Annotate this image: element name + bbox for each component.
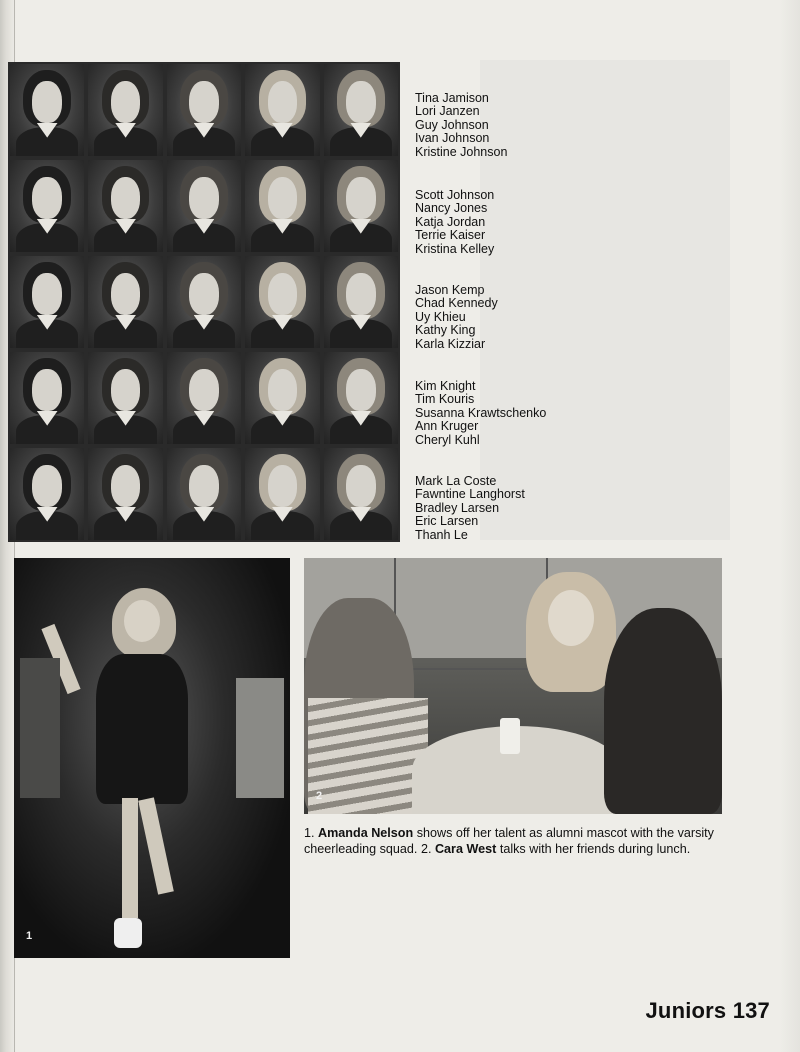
portrait-face-shape bbox=[189, 369, 219, 411]
student-portrait bbox=[10, 64, 84, 156]
portrait-face-shape bbox=[32, 465, 62, 507]
student-portrait bbox=[167, 160, 241, 252]
student-portrait bbox=[324, 448, 398, 540]
student-name: Mark La Coste bbox=[415, 474, 497, 488]
portrait-face-shape bbox=[268, 369, 298, 411]
photo-shelf-shape bbox=[394, 558, 548, 670]
portrait-face-shape bbox=[346, 177, 376, 219]
student-name: Cheryl Kuhl bbox=[415, 432, 480, 447]
student-portrait bbox=[245, 256, 319, 348]
portrait-face-shape bbox=[111, 273, 141, 315]
portrait-face-shape bbox=[32, 81, 62, 123]
student-name: Kathy King bbox=[415, 323, 476, 338]
student-portrait bbox=[167, 64, 241, 156]
student-portrait bbox=[245, 448, 319, 540]
student-portrait bbox=[88, 448, 162, 540]
portrait-face-shape bbox=[111, 465, 141, 507]
student-portrait bbox=[10, 352, 84, 444]
student-portrait bbox=[10, 448, 84, 540]
student-name: Fawntine Langhorst bbox=[415, 487, 525, 502]
portrait-face-shape bbox=[32, 273, 62, 315]
portrait-face-shape bbox=[346, 273, 376, 315]
student-name: Kristina Kelley bbox=[415, 241, 495, 256]
portrait-face-shape bbox=[189, 465, 219, 507]
photo-uniform-shape bbox=[96, 654, 188, 804]
student-name: Lori Janzen bbox=[415, 104, 480, 119]
student-portrait bbox=[324, 256, 398, 348]
name-list-row-5 bbox=[415, 475, 615, 542]
student-name: Scott Johnson bbox=[415, 188, 495, 202]
name-list-row-2 bbox=[415, 189, 615, 256]
photo-cheerleader-background-shape bbox=[20, 658, 60, 798]
student-name: Chad Kennedy bbox=[415, 296, 498, 311]
student-portrait bbox=[245, 64, 319, 156]
photo-shoe-shape bbox=[114, 918, 142, 948]
student-name: Tim Kouris bbox=[415, 392, 475, 407]
portrait-face-shape bbox=[189, 177, 219, 219]
photo-person-back-shape bbox=[604, 608, 722, 814]
portrait-face-shape bbox=[189, 273, 219, 315]
student-name: Ann Kruger bbox=[415, 419, 479, 434]
portrait-face-shape bbox=[346, 81, 376, 123]
photo-leg-shape bbox=[138, 797, 174, 894]
portrait-face-shape bbox=[268, 273, 298, 315]
portrait-face-shape bbox=[111, 369, 141, 411]
photo-caption bbox=[304, 826, 724, 857]
caption-name: Amanda Nelson bbox=[318, 826, 414, 840]
student-name: Kristine Johnson bbox=[415, 144, 508, 159]
student-name: Terrie Kaiser bbox=[415, 228, 486, 243]
student-portrait bbox=[10, 256, 84, 348]
photo-cup-shape bbox=[500, 718, 520, 754]
student-portrait bbox=[167, 256, 241, 348]
student-name: Guy Johnson bbox=[415, 117, 489, 132]
student-portrait bbox=[324, 352, 398, 444]
student-name: Ivan Johnson bbox=[415, 131, 490, 146]
caption-number: 2. bbox=[420, 841, 432, 856]
name-list-row-1 bbox=[415, 92, 615, 159]
student-portrait bbox=[167, 352, 241, 444]
student-portrait bbox=[324, 160, 398, 252]
student-portrait bbox=[245, 352, 319, 444]
student-name: Susanna Krawtschenko bbox=[415, 405, 547, 420]
portrait-face-shape bbox=[346, 369, 376, 411]
caption-text: shows off her talent as alumni mascot with the varsity cheerleading squad. bbox=[304, 826, 714, 856]
page-footer bbox=[646, 998, 771, 1024]
student-name: Tina Jamison bbox=[415, 91, 489, 105]
student-portrait bbox=[167, 448, 241, 540]
caption-number: 1. bbox=[304, 826, 315, 840]
student-portrait bbox=[88, 352, 162, 444]
photo-striped-sweater-shape bbox=[308, 698, 428, 814]
photo-face-shape bbox=[124, 600, 160, 642]
page-number: 137 bbox=[732, 998, 770, 1023]
photo-number: 1 bbox=[26, 930, 33, 942]
student-portrait bbox=[245, 160, 319, 252]
caption-text: talks with her friends during lunch. bbox=[499, 841, 691, 856]
student-name: Thanh Le bbox=[415, 527, 468, 542]
portrait-face-shape bbox=[32, 369, 62, 411]
portrait-face-shape bbox=[32, 177, 62, 219]
student-name: Bradley Larsen bbox=[415, 500, 500, 515]
portrait-face-shape bbox=[268, 81, 298, 123]
name-list-row-3 bbox=[415, 284, 615, 351]
student-name: Kim Knight bbox=[415, 379, 476, 393]
student-name: Karla Kizziar bbox=[415, 336, 486, 351]
student-portrait bbox=[324, 64, 398, 156]
student-name: Katja Jordan bbox=[415, 214, 486, 229]
student-name: Nancy Jones bbox=[415, 201, 488, 216]
lunch-photo bbox=[304, 558, 722, 814]
student-portrait bbox=[88, 64, 162, 156]
portrait-face-shape bbox=[268, 177, 298, 219]
student-portrait bbox=[88, 160, 162, 252]
cheerleading-photo bbox=[14, 558, 290, 958]
student-name: Jason Kemp bbox=[415, 283, 485, 297]
photo-number: 2 bbox=[316, 790, 323, 802]
portrait-face-shape bbox=[189, 81, 219, 123]
caption-name: Cara West bbox=[434, 841, 497, 856]
portrait-face-shape bbox=[346, 465, 376, 507]
portrait-face-shape bbox=[111, 177, 141, 219]
name-list-row-4 bbox=[415, 380, 615, 447]
portrait-face-shape bbox=[111, 81, 141, 123]
portrait-grid bbox=[8, 62, 400, 542]
photo-face-shape bbox=[548, 590, 594, 646]
student-portrait bbox=[10, 160, 84, 252]
student-portrait bbox=[88, 256, 162, 348]
student-name: Uy Khieu bbox=[415, 309, 466, 324]
photo-cheerleader-background-shape bbox=[236, 678, 284, 798]
portrait-face-shape bbox=[268, 465, 298, 507]
student-name: Eric Larsen bbox=[415, 514, 479, 529]
photo-leg-shape bbox=[122, 798, 138, 918]
section-title: Juniors bbox=[645, 998, 727, 1023]
